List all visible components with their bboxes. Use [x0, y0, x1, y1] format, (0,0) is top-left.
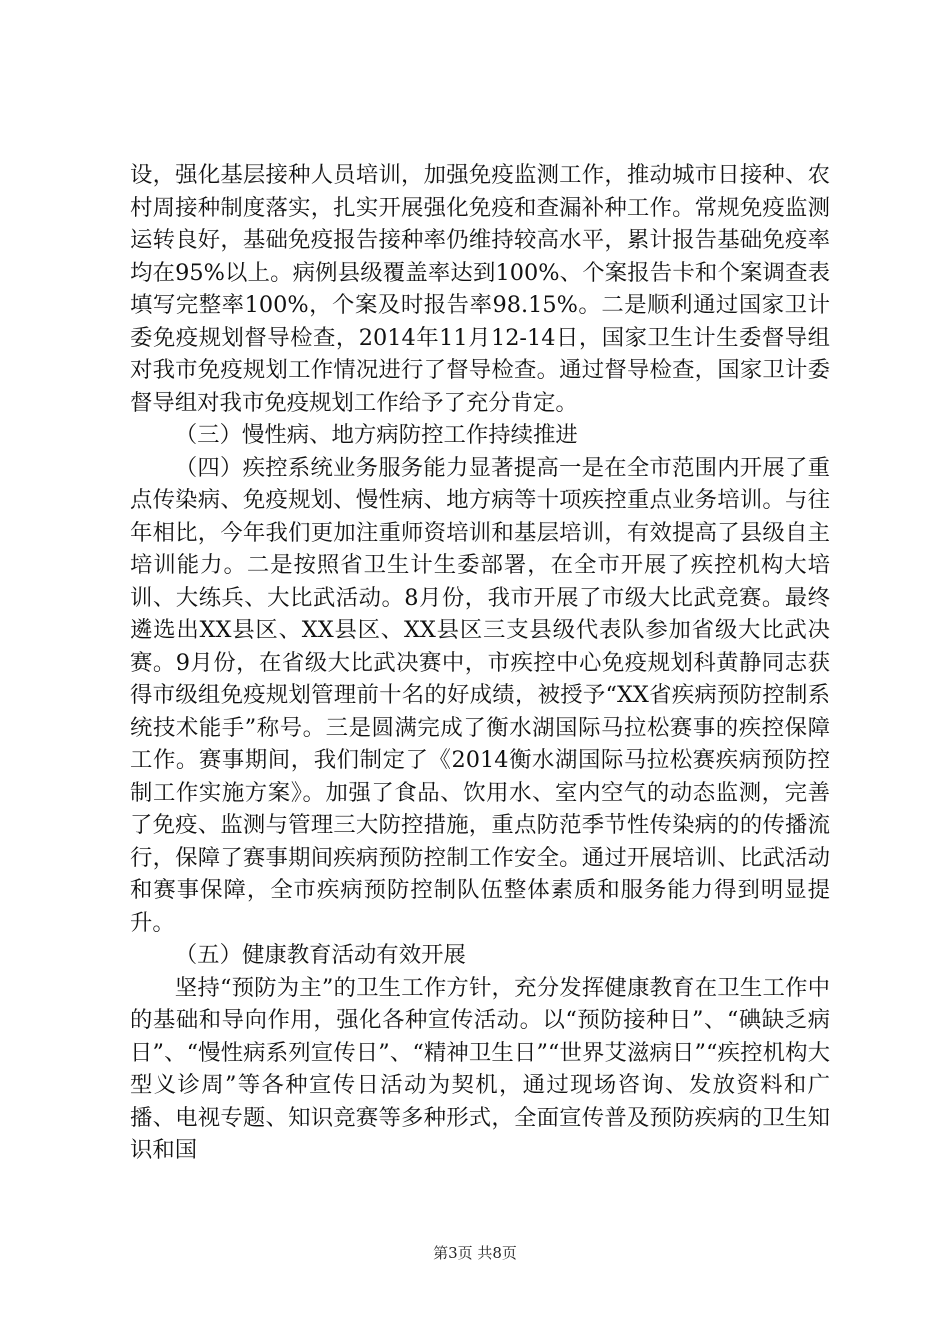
paragraph-service-capacity: （四）疾控系统业务服务能力显著提高一是在全市范围内开展了重点传染病、免疫规划、慢性病、地方病等十项疾控重点业务培训。与往年相比，今年我们更加注重师资培训和基层培训，有效提高了县级自主培训能力。二是按照省卫生计生委部署，在全市开展了疾控机构大培训、大练兵、大比武活动。8月份，我市开展了市级大比武竞赛。最终遴选出XX县区、XX县区、XX县区三支县级代表队参加省级大比武决赛。9月份，在省级大比武决赛中，市疾控中心免疫规划科黄静同志获得市级组免疫规划管理前十名的好成绩，被授予“XX省疾病预防控制系统技术能手”称号。三是圆满完成了衡水湖国际马拉松赛事的疾控保障工作。赛事期间，我们制定了《2014衡水湖国际马拉松赛疾病预防控制工作实施方案》。加强了食品、饮用水、室内空气的动态监测，完善了免疫、监测与管理三大防控措施，重点防范季节性传染病的的传播流行，保障了赛事期间疾病预防控制工作安全。通过开展培训、比武活动和赛事保障，全市疾病预防控制队伍整体素质和服务能力得到明显提升。 — [130, 454, 830, 936]
heading-health-education: （五）健康教育活动有效开展 — [174, 942, 466, 968]
body-text — [130, 159, 830, 1167]
heading-chronic-disease: （三）慢性病、地方病防控工作持续推进 — [174, 422, 578, 448]
paragraph-health-education: 坚持“预防为主”的卫生工作方针，充分发挥健康教育在卫生工作中的基础和导向作用，强化各种宣传活动。以“预防接种日”、“碘缺乏病日”、“慢性病系列宣传日”、“精神卫生日”“世界艾滋病日”“疾控机构大型义诊周”等各种宣传日活动为契机，通过现场咨询、发放资料和广播、电视专题、知识竞赛等多种形式，全面宣传普及预防疾病的卫生知识和国 — [130, 974, 830, 1163]
paragraph-immunization: 设，强化基层接种人员培训，加强免疫监测工作，推动城市日接种、农村周接种制度落实，扎实开展强化免疫和查漏补种工作。常规免疫监测运转良好，基础免疫报告接种率仍维持较高水平，累计报告基础免疫率均在95%以上。病例县级覆盖率达到100%、个案报告卡和个案调查表填写完整率100%，个案及时报告率98.15%。二是顺利通过国家卫计委免疫规划督导检查，2014年11月12-14日，国家卫生计生委督导组对我市免疫规划工作情况进行了督导检查。通过督导检查，国家卫计委督导组对我市免疫规划工作给予了充分肯定。 — [130, 162, 830, 416]
page-number: 第3页 共8页 — [433, 1244, 517, 1262]
